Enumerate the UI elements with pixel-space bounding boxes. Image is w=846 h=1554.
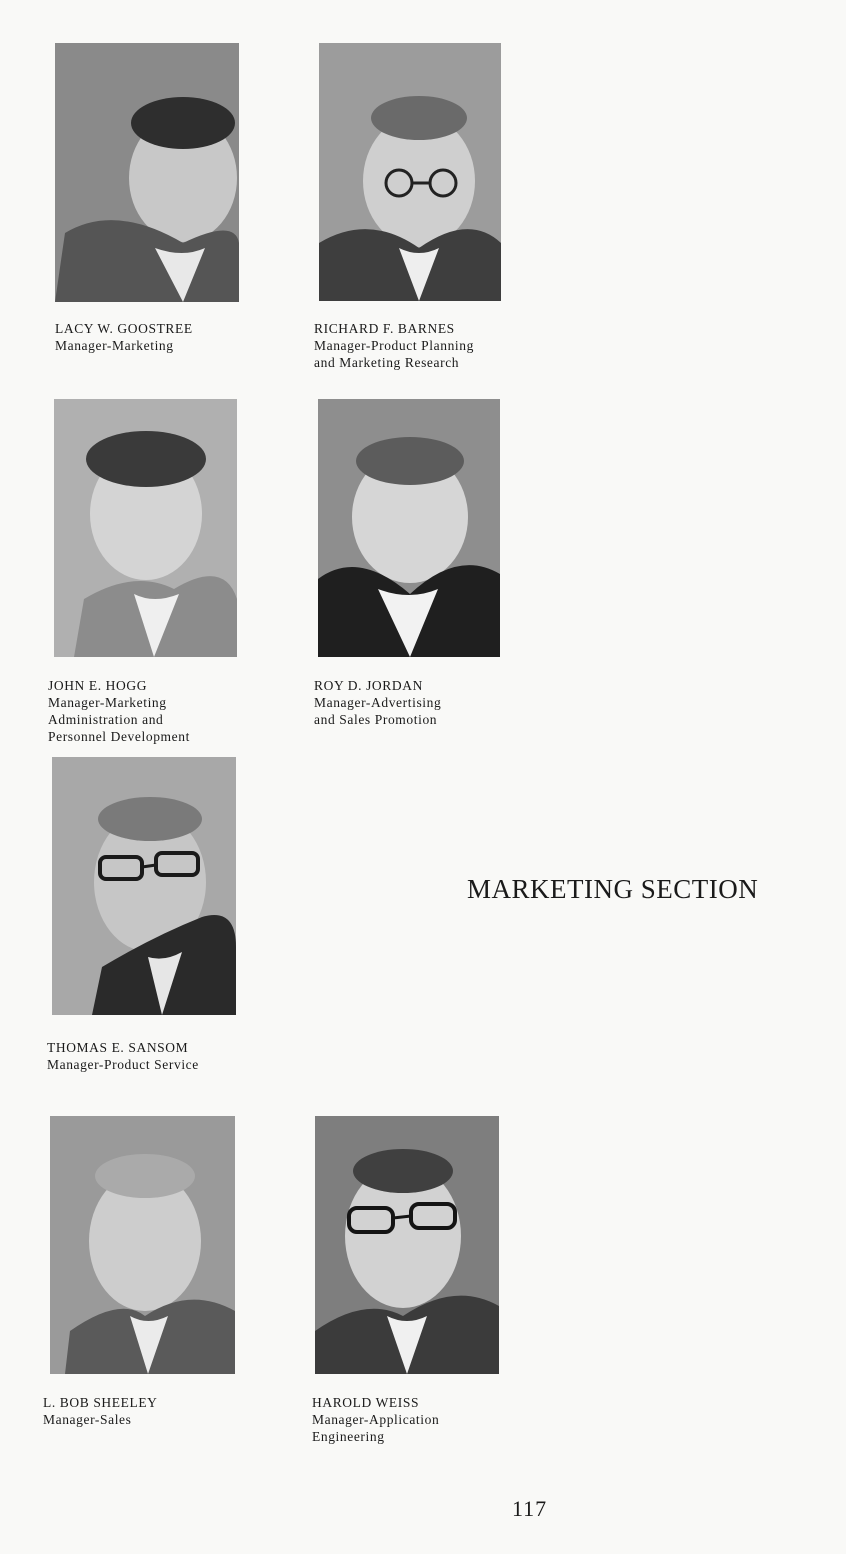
person-title-line: Manager-Marketing (55, 338, 174, 353)
portrait-photo (315, 1116, 499, 1374)
portrait-photo (54, 399, 237, 657)
person-name: L. BOB SHEELEY (43, 1395, 158, 1410)
section-title: MARKETING SECTION (467, 874, 759, 904)
person-name: ROY D. JORDAN (314, 678, 423, 693)
person-title-line: Manager-Product Planning (314, 338, 474, 353)
person-caption (48, 677, 190, 745)
person-title-line: Manager-Advertising (314, 695, 442, 710)
person-title-line: and Marketing Research (314, 355, 460, 370)
portrait-photo (55, 43, 239, 302)
person-name: RICHARD F. BARNES (314, 321, 455, 336)
person-title-line: Administration and (48, 712, 164, 727)
portrait-photo (52, 757, 236, 1015)
person-caption (314, 677, 441, 728)
person-caption (55, 320, 193, 354)
portrait-photo (318, 399, 500, 657)
person-title-line: Engineering (312, 1429, 385, 1444)
portrait-photo (319, 43, 501, 301)
person-name: JOHN E. HOGG (48, 678, 148, 693)
person-title-line: Manager-Sales (43, 1412, 132, 1427)
person-title-line: Manager-Marketing (48, 695, 167, 710)
person-title-line: Manager-Product Service (47, 1057, 199, 1072)
person-caption (47, 1039, 199, 1073)
portrait-photo (50, 1116, 235, 1374)
person-title-line: and Sales Promotion (314, 712, 438, 727)
person-caption (312, 1394, 439, 1445)
person-title-line: Manager-Application (312, 1412, 440, 1427)
page-number: 117 (512, 1496, 548, 1521)
person-name: HAROLD WEISS (312, 1395, 420, 1410)
person-caption (43, 1394, 158, 1428)
person-title-line: Personnel Development (48, 729, 190, 744)
person-name: THOMAS E. SANSOM (47, 1040, 189, 1055)
person-name: LACY W. GOOSTREE (55, 321, 193, 336)
person-caption (314, 320, 474, 371)
